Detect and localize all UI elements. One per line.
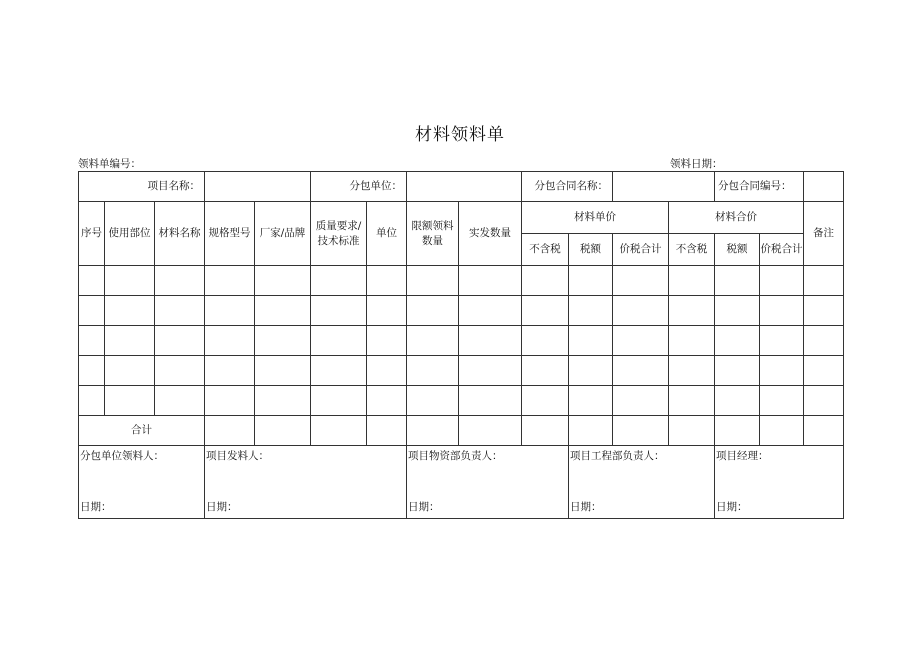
table-cell[interactable] [522, 296, 569, 326]
table-cell[interactable] [79, 386, 105, 416]
contract-no-label: 分包合同编号： [715, 172, 804, 202]
table-cell[interactable] [669, 416, 715, 446]
col-brand: 厂家/品牌 [255, 202, 311, 266]
table-cell[interactable] [155, 266, 205, 296]
table-cell[interactable] [407, 386, 459, 416]
signature-subcontractor-picker[interactable] [79, 446, 205, 519]
col-total-excl-tax: 不含税 [669, 234, 715, 266]
table-cell[interactable] [155, 386, 205, 416]
project-name-field[interactable] [205, 172, 311, 202]
table-cell[interactable] [569, 416, 613, 446]
table-cell[interactable] [669, 266, 715, 296]
table-cell[interactable] [407, 296, 459, 326]
col-unit-tax: 税额 [569, 234, 613, 266]
info-row [79, 172, 844, 202]
signature-row [79, 446, 844, 519]
table-cell[interactable] [715, 386, 760, 416]
table-cell[interactable] [367, 416, 407, 446]
header-row-1 [79, 202, 844, 234]
table-cell[interactable] [804, 326, 844, 356]
table-cell[interactable] [311, 296, 367, 326]
issue-date-label: 领料日期： [670, 158, 723, 170]
col-total-incl-tax: 价税合计 [760, 234, 804, 266]
signature-label: 项目发料人： [206, 450, 270, 462]
table-cell[interactable] [367, 296, 407, 326]
table-cell[interactable] [205, 296, 255, 326]
signature-project-manager[interactable] [715, 446, 844, 519]
contract-name-field[interactable] [613, 172, 715, 202]
signature-label: 项目经理： [716, 450, 769, 462]
table-cell[interactable] [613, 266, 669, 296]
col-total-price: 材料合价 [669, 202, 804, 234]
col-dept: 使用部位 [105, 202, 155, 266]
table-cell[interactable] [105, 356, 155, 386]
table-cell[interactable] [569, 386, 613, 416]
table-cell[interactable] [804, 296, 844, 326]
table-cell[interactable] [367, 326, 407, 356]
signature-date-label: 日期： [80, 501, 112, 513]
signature-engineering-dept[interactable] [569, 446, 715, 519]
table-cell[interactable] [459, 266, 522, 296]
table-cell[interactable] [613, 386, 669, 416]
table-cell[interactable] [669, 296, 715, 326]
requisition-table [78, 171, 844, 519]
col-unit-incl-tax: 价税合计 [613, 234, 669, 266]
table-cell[interactable] [311, 266, 367, 296]
subcontractor-field[interactable] [407, 172, 522, 202]
table-cell[interactable] [205, 326, 255, 356]
col-unit-price: 材料单价 [522, 202, 669, 234]
subcontractor-label: 分包单位： [311, 172, 407, 202]
form-number-label: 领料单编号： [78, 158, 141, 170]
total-label: 合计 [79, 416, 205, 446]
table-cell[interactable] [669, 386, 715, 416]
table-cell[interactable] [311, 326, 367, 356]
table-cell[interactable] [569, 326, 613, 356]
table-cell[interactable] [311, 386, 367, 416]
table-cell[interactable] [715, 356, 760, 386]
table-cell[interactable] [522, 326, 569, 356]
signature-date-label: 日期： [206, 501, 238, 513]
table-cell[interactable] [105, 296, 155, 326]
table-cell[interactable] [569, 356, 613, 386]
signature-issuer[interactable] [205, 446, 407, 519]
table-cell[interactable] [255, 356, 311, 386]
table-cell[interactable] [311, 356, 367, 386]
table-cell[interactable] [367, 266, 407, 296]
signature-materials-dept[interactable] [407, 446, 569, 519]
col-unit: 单位 [367, 202, 407, 266]
table-cell[interactable] [459, 296, 522, 326]
table-cell[interactable] [205, 416, 255, 446]
col-material: 材料名称 [155, 202, 205, 266]
table-cell[interactable] [613, 326, 669, 356]
col-quality: 质量要求/技术标准 [311, 202, 367, 266]
signature-label: 项目工程部负责人： [570, 450, 665, 462]
table-cell[interactable] [715, 266, 760, 296]
project-name-label: 项目名称： [79, 172, 205, 202]
table-row [79, 356, 844, 386]
table-cell[interactable] [255, 416, 311, 446]
table-cell[interactable] [205, 386, 255, 416]
table-cell[interactable] [522, 386, 569, 416]
table-cell[interactable] [669, 356, 715, 386]
table-cell[interactable] [367, 356, 407, 386]
table-cell[interactable] [804, 356, 844, 386]
col-limit-qty: 限额领料数量 [407, 202, 459, 266]
table-cell[interactable] [367, 386, 407, 416]
table-cell[interactable] [613, 416, 669, 446]
table-cell[interactable] [804, 386, 844, 416]
table-cell[interactable] [407, 266, 459, 296]
table-cell[interactable] [205, 356, 255, 386]
table-cell[interactable] [715, 416, 760, 446]
table-row [79, 386, 844, 416]
table-cell[interactable] [459, 386, 522, 416]
form-title: 材料领料单 [415, 125, 505, 145]
col-actual-qty: 实发数量 [459, 202, 522, 266]
signature-label: 项目物资部负责人： [408, 450, 503, 462]
table-cell[interactable] [669, 326, 715, 356]
table-cell[interactable] [760, 266, 804, 296]
col-seq: 序号 [79, 202, 105, 266]
table-cell[interactable] [804, 416, 844, 446]
table-cell[interactable] [760, 326, 804, 356]
table-cell[interactable] [459, 416, 522, 446]
table-cell[interactable] [459, 326, 522, 356]
table-cell[interactable] [715, 326, 760, 356]
signature-date-label: 日期： [716, 501, 748, 513]
table-cell[interactable] [522, 416, 569, 446]
table-cell[interactable] [569, 296, 613, 326]
table-cell[interactable] [407, 416, 459, 446]
col-unit-excl-tax: 不含税 [522, 234, 569, 266]
table-row [79, 296, 844, 326]
col-remark: 备注 [804, 202, 844, 266]
table-cell[interactable] [407, 326, 459, 356]
table-cell[interactable] [459, 356, 522, 386]
table-cell[interactable] [155, 296, 205, 326]
col-spec: 规格型号 [205, 202, 255, 266]
table-cell[interactable] [760, 416, 804, 446]
table-cell[interactable] [613, 356, 669, 386]
table-cell[interactable] [407, 356, 459, 386]
table-cell[interactable] [105, 386, 155, 416]
signature-date-label: 日期： [408, 501, 440, 513]
table-row [79, 266, 844, 296]
total-row [79, 416, 844, 446]
table-cell[interactable] [79, 296, 105, 326]
col-total-tax: 税额 [715, 234, 760, 266]
table-cell[interactable] [613, 296, 669, 326]
table-cell[interactable] [155, 326, 205, 356]
table-cell[interactable] [205, 266, 255, 296]
table-cell[interactable] [311, 416, 367, 446]
contract-no-field[interactable] [804, 172, 844, 202]
table-cell[interactable] [760, 296, 804, 326]
table-cell[interactable] [79, 356, 105, 386]
contract-name-label: 分包合同名称： [522, 172, 613, 202]
table-cell[interactable] [715, 296, 760, 326]
table-cell[interactable] [804, 266, 844, 296]
table-cell[interactable] [522, 266, 569, 296]
table-cell[interactable] [255, 386, 311, 416]
table-cell[interactable] [569, 266, 613, 296]
table-cell[interactable] [79, 326, 105, 356]
table-cell[interactable] [105, 326, 155, 356]
table-cell[interactable] [255, 326, 311, 356]
table-cell[interactable] [522, 356, 569, 386]
signature-label: 分包单位领料人： [80, 450, 164, 462]
table-row [79, 326, 844, 356]
table-cell[interactable] [760, 386, 804, 416]
table-cell[interactable] [79, 266, 105, 296]
table-cell[interactable] [760, 356, 804, 386]
table-cell[interactable] [105, 266, 155, 296]
table-cell[interactable] [255, 296, 311, 326]
signature-date-label: 日期： [570, 501, 602, 513]
table-cell[interactable] [155, 356, 205, 386]
table-cell[interactable] [255, 266, 311, 296]
